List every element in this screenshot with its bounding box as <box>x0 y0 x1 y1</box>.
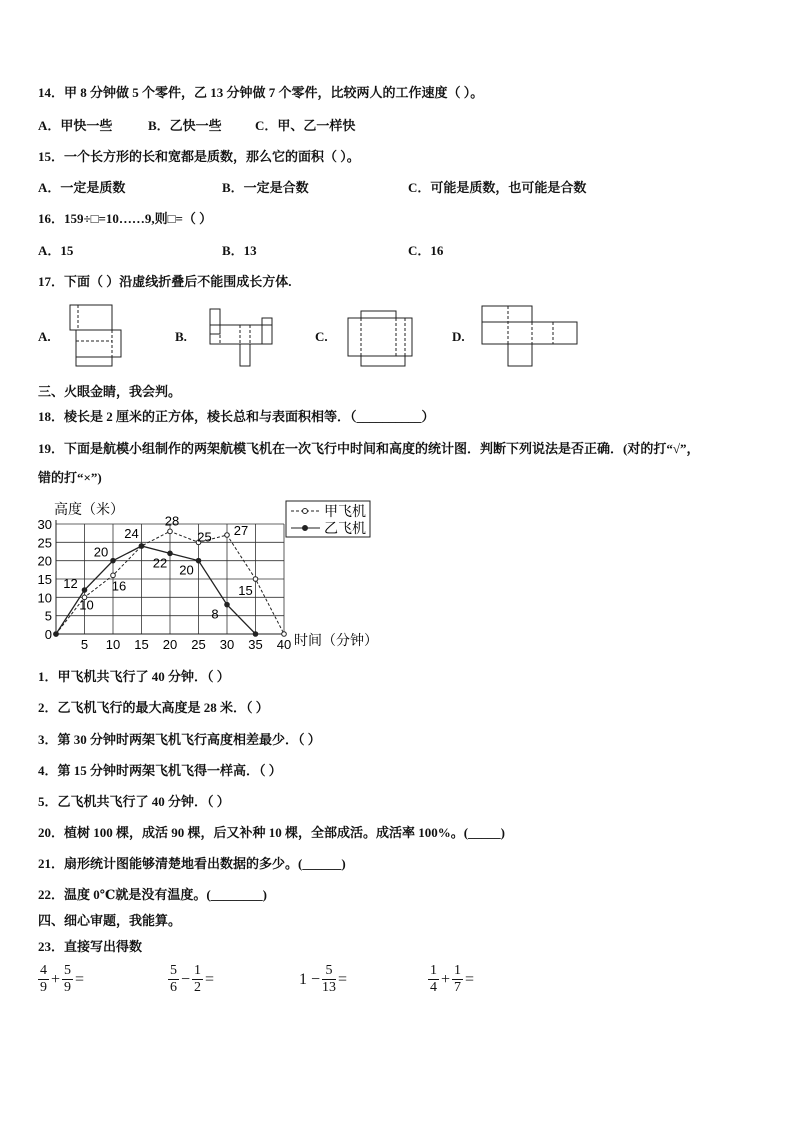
data-point <box>54 632 59 637</box>
x-tick-label: 40 <box>276 637 292 652</box>
q16-option-c: C．16 <box>408 243 444 258</box>
q17-option-d-label: D. <box>452 329 465 344</box>
data-label: 10 <box>79 597 94 613</box>
q15-option-b: B．一定是合数 <box>222 180 309 195</box>
q23-expr-4: $\frac{1}{4}$ + $\frac{1}{7}$ = <box>430 963 475 995</box>
section3-heading: 三、火眼金睛，我会判。 <box>38 384 182 399</box>
x-tick-label: 20 <box>162 637 178 652</box>
net-a <box>70 305 121 366</box>
y-tick-label: 15 <box>37 572 52 587</box>
data-point <box>168 529 173 534</box>
q14-option-c: C．甲、乙一样快 <box>255 118 356 133</box>
q19-item-4: 4．第 15 分钟时两架飞机飞得一样高．（ ） <box>38 763 282 778</box>
data-point <box>82 588 87 593</box>
data-label: 8 <box>211 606 219 622</box>
data-point <box>253 577 258 582</box>
x-tick-label: 25 <box>191 637 206 652</box>
x-tick-label: 30 <box>219 637 235 652</box>
x-tick-label: 10 <box>105 637 121 652</box>
data-label: 28 <box>164 513 180 529</box>
x-tick-label: 35 <box>248 637 263 652</box>
q16-text: 16．159÷□=10……9,则□=（ ） <box>38 211 213 226</box>
y-tick-label: 25 <box>37 535 52 551</box>
data-label: 16 <box>111 578 127 594</box>
q19-item-3: 3．第 30 分钟时两架飞机飞行高度相差最少．（ ） <box>38 732 321 747</box>
section4-heading: 四、细心审题，我能算。 <box>38 913 182 928</box>
data-label: 22 <box>152 555 168 571</box>
data-point <box>168 551 173 556</box>
data-point <box>253 632 258 637</box>
q17-option-a-label: A. <box>38 329 51 344</box>
q18-text: 18．棱长是 2 厘米的正方体，棱长总和与表面积相等．（__________） <box>38 409 435 424</box>
legend-label-jia: 甲飞机 <box>324 503 366 519</box>
q21-text: 21．扇形统计图能够清楚地看出数据的多少。(______) <box>38 856 346 871</box>
q17-text: 17．下面（ ）沿虚线折叠后不能围成长方体. <box>38 274 292 289</box>
data-point <box>111 558 116 563</box>
q15-option-a: A．一定是质数 <box>38 180 126 195</box>
data-label: 25 <box>197 529 212 545</box>
data-point <box>196 558 201 563</box>
q17-option-c-label: C. <box>315 329 328 344</box>
q16-option-a: A．15 <box>38 243 74 258</box>
y-tick-label: 0 <box>44 627 52 642</box>
q16-option-b: B．13 <box>222 243 257 258</box>
data-point <box>282 632 287 637</box>
net-c <box>348 311 412 366</box>
q14-text: 14．甲 8 分钟做 5 个零件，乙 13 分钟做 7 个零件，比较两人的工作速度（ ）。 <box>38 85 484 100</box>
q19-item-1: 1．甲飞机共飞行了 40 分钟．（ ） <box>38 669 230 684</box>
q19-text-line2: 错的打“×”) <box>38 470 102 485</box>
flight-height-chart <box>0 490 400 655</box>
q15-text: 15．一个长方形的长和宽都是质数，那么它的面积（ ）。 <box>38 149 360 164</box>
data-label: 20 <box>93 544 109 560</box>
data-label: 15 <box>238 583 253 598</box>
q19-text-line1: 19．下面是航模小组制作的两架航模飞机在一次飞行中时间和高度的统计图．判断下列说法是否正确．(对的打“√”， <box>38 441 700 456</box>
data-point <box>225 602 230 607</box>
cuboid-nets-figure <box>0 0 794 400</box>
x-tick-label: 5 <box>80 637 89 652</box>
data-point <box>111 573 116 578</box>
q14-option-b: B．乙快一些 <box>148 118 222 133</box>
chart-xlabel: 时间（分钟） <box>294 632 378 648</box>
q23-expr-1: $\frac{4}{9}$ + $\frac{5}{9}$ = <box>40 963 85 995</box>
net-b <box>210 309 272 366</box>
data-point <box>139 544 144 549</box>
q23-expr-2: $\frac{5}{6}$ − $\frac{1}{2}$ = <box>170 963 215 995</box>
data-label: 27 <box>233 523 249 538</box>
chart-grid <box>56 524 284 634</box>
y-tick-label: 5 <box>44 608 52 624</box>
data-label: 12 <box>63 576 78 591</box>
chart-ylabel: 高度（米） <box>54 501 124 517</box>
net-d <box>482 306 577 366</box>
y-tick-label: 20 <box>37 553 52 569</box>
y-tick-label: 30 <box>37 517 52 532</box>
q20-text: 20．植树 100 棵，成活 90 棵，后又补种 10 棵，全部成活。成活率 100%。(_____) <box>38 825 505 840</box>
x-tick-label: 15 <box>134 637 149 652</box>
q14-option-a: A．甲快一些 <box>38 118 113 133</box>
q23-expr-3: 1 − $\frac{5}{13}$ = <box>299 963 348 995</box>
q19-item-5: 5．乙飞机共飞行了 40 分钟．（ ） <box>38 794 230 809</box>
data-point <box>225 533 230 538</box>
q17-option-b-label: B. <box>175 329 187 344</box>
data-label: 24 <box>124 526 139 541</box>
y-tick-label: 10 <box>37 590 52 606</box>
q15-option-c: C．可能是质数，也可能是合数 <box>408 180 587 195</box>
chart-legend <box>286 501 370 537</box>
data-label: 20 <box>179 562 194 578</box>
q19-item-2: 2．乙飞机飞行的最大高度是 28 米．（ ） <box>38 700 269 715</box>
legend-label-yi: 乙飞机 <box>324 520 366 536</box>
q22-text: 22．温度 0℃就是没有温度。(________) <box>38 887 267 902</box>
q23-text: 23．直接写出得数 <box>38 939 143 954</box>
